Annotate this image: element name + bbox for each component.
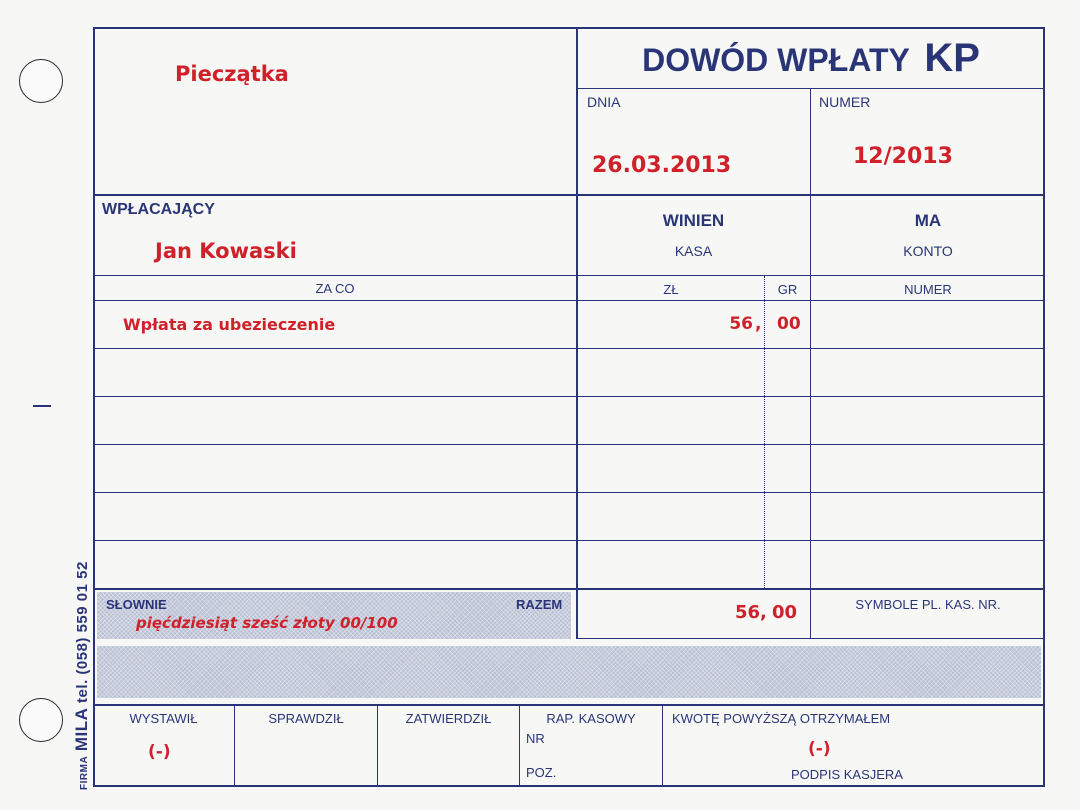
received-label: KWOTĘ POWYŻSZĄ OTRZYMAŁEM	[672, 711, 891, 726]
issued-value: (-)	[148, 742, 171, 762]
date-label: DNIA	[587, 94, 621, 110]
stamp-placeholder: Pieczątka	[175, 62, 289, 86]
debit-label: WINIEN	[662, 211, 725, 230]
cashier-signature-label: PODPIS KASJERA	[791, 767, 903, 782]
received-value: (-)	[808, 739, 831, 759]
debit-sub: KASA	[674, 243, 713, 259]
total-label: RAZEM	[516, 597, 563, 612]
item-amount-gr: 00	[777, 314, 801, 334]
approved-label: ZATWIERDZIŁ	[405, 711, 492, 726]
symbols-label: SYMBOLE PL. KAS. NR.	[855, 597, 1001, 612]
item-amount-zl: 56	[729, 314, 753, 334]
col-header-zl: ZŁ	[663, 282, 679, 297]
total-gr: 00	[772, 602, 798, 623]
document-code: KP	[924, 36, 980, 80]
col-header-gr: GR	[777, 282, 798, 297]
punch-hole-bottom	[19, 698, 63, 742]
credit-sub: KONTO	[903, 243, 953, 259]
words-label: SŁOWNIE	[106, 597, 167, 612]
payer-label: WPŁACAJĄCY	[102, 201, 215, 218]
payer-name: Jan Kowaski	[155, 239, 297, 263]
credit-label: MA	[914, 211, 942, 230]
item-amount-sep: ,	[755, 314, 762, 334]
cash-report-label: RAP. KASOWY	[546, 711, 636, 726]
number-label: NUMER	[819, 94, 871, 110]
date-value: 26.03.2013	[592, 153, 732, 178]
item-description: Wpłata za ubezieczenie	[123, 315, 336, 334]
cash-report-poz: POZ.	[526, 765, 557, 780]
col-header-for-what: ZA CO	[315, 281, 355, 296]
margin-mark	[33, 405, 51, 407]
printer-imprint: FIRMA MILA tel. (058) 559 01 52	[72, 561, 91, 790]
issued-label: WYSTAWIŁ	[129, 711, 198, 726]
col-header-number: NUMER	[904, 282, 952, 297]
checked-label: SPRAWDZIŁ	[268, 711, 344, 726]
cash-report-nr: NR	[526, 731, 545, 746]
total-zl: 56,	[735, 602, 767, 623]
punch-hole-top	[19, 59, 63, 103]
document-title: DOWÓD WPŁATY KP	[642, 36, 980, 80]
number-value: 12/2013	[853, 144, 953, 169]
words-value: pięćdziesiąt sześć złoty 00/100	[136, 614, 398, 632]
blank-shaded-band	[97, 646, 1041, 698]
